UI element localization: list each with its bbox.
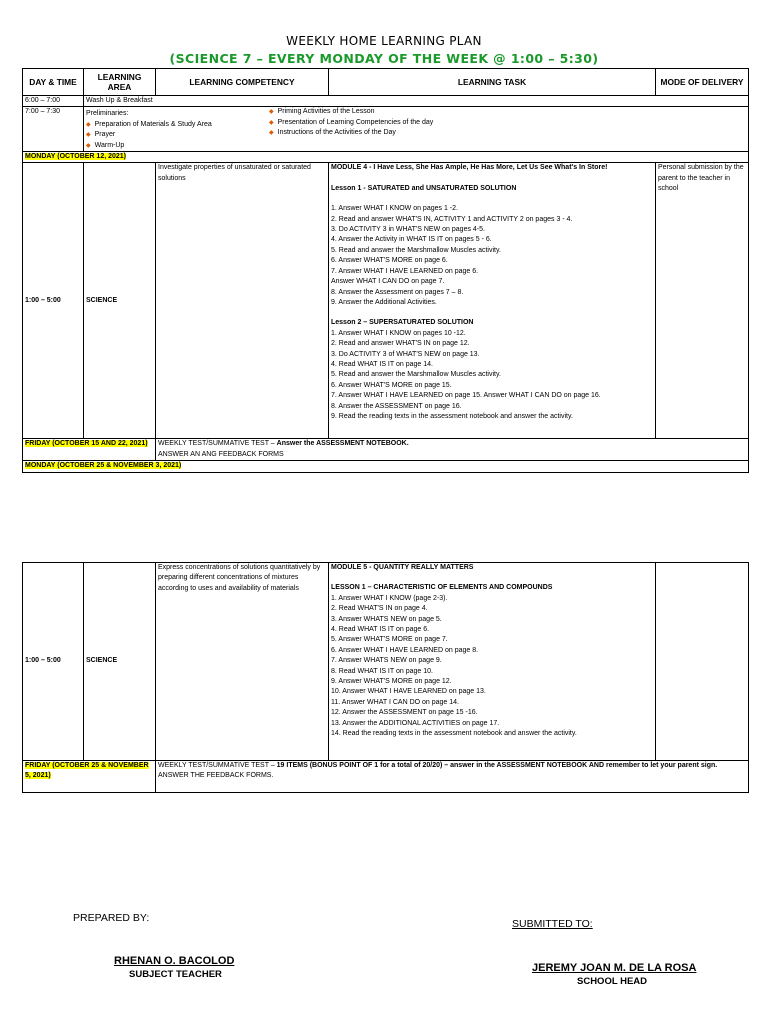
module-title: MODULE 4 - I Have Less, She Has Ample, He Has More, Let Us See What's In Store! <box>331 164 608 172</box>
task-item: 5. Answer WHAT'S MORE on page 7. <box>331 636 448 644</box>
table-row <box>23 107 749 152</box>
task-item: Answer WHAT I CAN DO on page 7. <box>331 278 445 286</box>
learning-area-cell: SCIENCE <box>84 163 156 439</box>
lesson-1-tasks <box>331 204 653 308</box>
learning-task-cell <box>329 163 656 439</box>
header-row <box>23 69 749 96</box>
list-item: ◆ Prayer <box>86 130 269 140</box>
weekly-test-cell <box>156 439 749 461</box>
task-item: 6. Answer WHAT'S MORE on page 15. <box>331 381 452 389</box>
table-row <box>23 163 749 439</box>
table-row <box>23 96 749 107</box>
task-item: 13. Answer the ADDITIONAL ACTIVITIES on page 17. <box>331 719 500 727</box>
task-item: 1. Answer WHAT I KNOW on pages 10 -12. <box>331 329 466 337</box>
header-day-time: DAY & TIME <box>23 69 84 96</box>
task-item: 3. Do ACTIVITY 3 in WHAT'S NEW on pages 4-5. <box>331 226 485 234</box>
weekly-test-label: WEEKLY TEST/SUMMATIVE TEST – <box>158 440 277 448</box>
task-item: 7. Answer WHATS NEW on page 9. <box>331 657 442 665</box>
lesson-tasks <box>331 594 653 740</box>
task-item: 3. Answer WHATS NEW on page 5. <box>331 615 442 623</box>
task-item: 11. Answer WHAT I CAN DO on page 14. <box>331 698 459 706</box>
competency-cell: Investigate properties of unsaturated or saturated solutions <box>156 163 329 439</box>
activity-cell: Wash Up & Breakfast <box>84 96 749 107</box>
task-item: 4. Read WHAT IS IT on page 14. <box>331 360 433 368</box>
lesson-2-tasks <box>331 329 653 423</box>
submitted-to-label: SUBMITTED TO: <box>512 918 593 930</box>
weekly-test-cell <box>156 761 749 793</box>
task-item: 9. Answer WHAT'S MORE on page 12. <box>331 678 452 686</box>
time-cell: 1:00 – 5:00 <box>23 563 84 761</box>
task-item: 4. Read WHAT IS IT on page 6. <box>331 626 430 634</box>
task-item: 12. Answer the ASSESSMENT on page 15 -16. <box>331 709 478 717</box>
header-learning-task: LEARNING TASK <box>329 69 656 96</box>
task-item: 6. Answer WHAT I HAVE LEARNED on page 8. <box>331 646 479 654</box>
table-row <box>23 439 749 461</box>
task-item: 9. Read the reading texts in the assessment notebook and answer the activity. <box>331 412 573 420</box>
header-learning-area: LEARNING AREA <box>84 69 156 96</box>
list-item: ◆ Priming Activities of the Lesson <box>269 107 433 117</box>
header-mode-of-delivery: MODE OF DELIVERY <box>656 69 749 96</box>
task-item: 3. Do ACTIVITY 3 of WHAT'S NEW on page 13. <box>331 350 480 358</box>
task-item: 1. Answer WHAT I KNOW (page 2-3). <box>331 594 448 602</box>
lesson-title: Lesson 1 - SATURATED and UNSATURATED SOLUTION <box>331 184 517 192</box>
list-item: ◆ Warm-Up <box>86 141 269 151</box>
friday-cell <box>23 761 156 793</box>
list-item: ◆ Presentation of Learning Competencies of the day <box>269 118 433 128</box>
lesson-title: Lesson 2 – SUPERSATURATED SOLUTION <box>331 319 474 327</box>
weekly-test-label: WEEKLY TEST/SUMMATIVE TEST – <box>158 762 277 769</box>
plan-table-1 <box>22 68 749 473</box>
mode-cell: Personal submission by the parent to the teacher in school <box>656 163 749 439</box>
friday-date-label: FRIDAY (OCTOBER 15 AND 22, 2021) <box>25 440 148 448</box>
time-cell: 6:00 – 7:00 <box>23 96 84 107</box>
list-item: ◆ Instructions of the Activities of the Day <box>269 128 433 138</box>
friday-cell <box>23 439 156 461</box>
monday-row <box>23 461 749 472</box>
feedback-instruction: ANSWER THE FEEDBACK FORMS. <box>158 772 274 780</box>
learning-area-cell: SCIENCE <box>84 563 156 761</box>
task-item: 1. Answer WHAT I KNOW on pages 1 -2. <box>331 205 458 213</box>
preliminaries-cell <box>84 107 749 152</box>
plan-table-2 <box>22 562 749 793</box>
header-learning-competency: LEARNING COMPETENCY <box>156 69 329 96</box>
prepared-by-role: SUBJECT TEACHER <box>129 969 222 980</box>
table-row <box>23 563 749 761</box>
prepared-by-name: RHENAN O. BACOLOD <box>114 955 235 967</box>
weekly-test-instruction: 19 ITEMS (BONUS POINT OF 1 for a total of 20/20) – answer in the ASSESSMENT NOTEBOOK AND remember to let your parent sign. <box>276 762 718 769</box>
friday-date-label: FRIDAY (OCTOBER 25 & NOVEMBER 5, 2021) <box>25 762 149 780</box>
module-title: MODULE 5 - QUANTITY REALLY MATTERS <box>331 564 474 571</box>
task-item: 9. Answer the Additional Activities. <box>331 298 437 306</box>
task-item: 8. Answer the ASSESSMENT on page 16. <box>331 402 462 410</box>
page-title: WEEKLY HOME LEARNING PLAN <box>286 34 482 48</box>
mode-cell <box>656 563 749 761</box>
page-subtitle: (SCIENCE 7 – EVERY MONDAY OF THE WEEK @ 1:00 – 5:30) <box>169 51 599 66</box>
task-item: 5. Read and answer the Marshmallow Muscles activity. <box>331 246 501 254</box>
competency-cell: Express concentrations of solutions quantitatively by preparing different concentrations of mixtures according to uses and availability of materials <box>156 563 329 761</box>
task-item: 10. Answer WHAT I HAVE LEARNED on page 13. <box>331 688 486 696</box>
task-item: 6. Answer WHAT'S MORE on page 6. <box>331 257 448 265</box>
task-item: 2. Read and answer WHAT'S IN on page 12. <box>331 340 470 348</box>
monday-date-label: MONDAY (OCTOBER 12, 2021) <box>25 153 127 161</box>
task-item: 5. Read and answer the Marshmallow Muscles activity. <box>331 371 501 379</box>
submitted-to-role: SCHOOL HEAD <box>577 976 648 987</box>
task-item: 2. Read and answer WHAT'S IN, ACTIVITY 1 and ACTIVITY 2 on pages 3 - 4. <box>331 215 573 223</box>
task-item: 14. Read the reading texts in the assessment notebook and answer the activity. <box>331 730 577 738</box>
list-item: ◆ Preparation of Materials & Study Area <box>86 120 269 130</box>
prepared-by-label: PREPARED BY: <box>73 912 150 924</box>
weekly-test-instruction: Answer the ASSESSMENT NOTEBOOK. <box>276 440 409 448</box>
learning-task-cell <box>329 563 656 761</box>
task-item: 2. Read WHAT'S IN on page 4. <box>331 605 428 613</box>
time-cell: 1:00 – 5:00 <box>23 163 84 439</box>
task-item: 4. Answer the Activity in WHAT IS IT on pages 5 - 6. <box>331 236 492 244</box>
lesson-title: LESSON 1 – CHARACTERISTIC OF ELEMENTS AND COMPOUNDS <box>331 584 553 592</box>
task-item: 7. Answer WHAT I HAVE LEARNED on page 15. Answer WHAT I CAN DO on page 16. <box>331 392 601 400</box>
monday-row <box>23 152 749 163</box>
submitted-to-name: JEREMY JOAN M. DE LA ROSA <box>532 962 697 974</box>
monday-date-label: MONDAY (OCTOBER 25 & NOVEMBER 3, 2021) <box>25 462 182 470</box>
table-row <box>23 761 749 793</box>
table-row <box>23 461 749 472</box>
time-cell: 7:00 – 7:30 <box>23 107 84 152</box>
feedback-instruction: ANSWER AN ANG FEEDBACK FORMS <box>158 450 284 458</box>
table-row <box>23 152 749 163</box>
task-item: 8. Answer the Assessment on pages 7 – 8. <box>331 288 464 296</box>
preliminaries-label: Preliminaries: <box>86 110 129 118</box>
task-item: 7. Answer WHAT I HAVE LEARNED on page 6. <box>331 267 479 275</box>
task-item: 8. Read WHAT IS IT on page 10. <box>331 667 433 675</box>
